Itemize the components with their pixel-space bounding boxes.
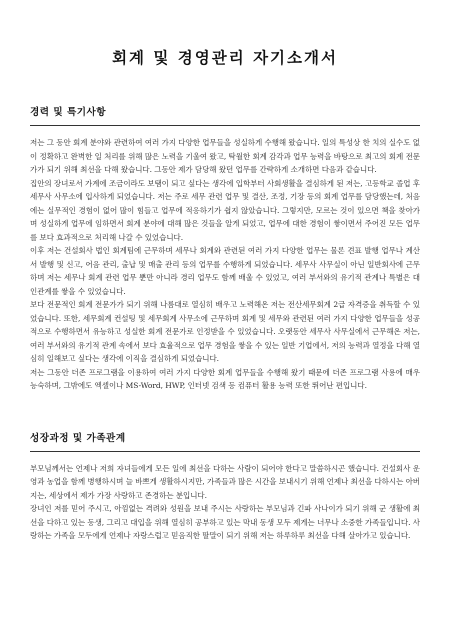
paragraph: 장녀인 저를 믿어 주시고, 아낌없는 격려와 성원을 보내 주시는 사랑하는 부모님과 긴파 사나이가 되기 위해 군 생활에 최선을 다하고 있는 동생, 그리고 대입을 위해 열심히 공부하고 있는 막내 동생 모두 제게는 너무나 소중한 가족들입니다. 사랑하는 가족을 모두에게 언제나 자랑스럽고 믿음직한 딸말이 되기 위해 저는 하루하루 최선을 다해 살아가고 있습니다. [30, 504, 420, 540]
section-family [30, 430, 420, 543]
paragraph: 보다 전문적인 회계 전문가가 되기 위해 나름대로 열심히 배우고 노력해온 저는 전산세무회계 2급 자격증을 취득할 수 있었습니다. 또한, 세무회계 컨설팅 및 세무회계 사무소에 근무하며 회계 및 세무와 관련된 여러 가지 다양한 업무들을 성공적으로 수행하면서 유능하고 성실한 회계 전문가로 인정받을 수 있었습니다. 오랫동안 세무사 사무실에서 근무해온 저는, 여러 부서와의 유기적 관계 속에서 보다 효율적으로 업무 경험을 쌓을 수 있는 일반 기업에서, 저의 능력과 열정을 다해 열심히 일해보고 싶다는 생각에 이직을 결심하게 되었습니다. [30, 300, 420, 363]
document-title: 회계 및 경영관리 자기소개서 [112, 48, 338, 67]
section-heading-career: 경력 및 특기사항 [30, 107, 107, 118]
section-divider [30, 125, 420, 126]
paragraph: 이후 저는 건설회사 법인 회계팀에 근무하며 세무나 회계와 관련된 여러 가지 다양한 업무는 물론 견표 발행 업무나 계산서 발행 및 신고, 어음 관리, 출납 및 매출 관리 등의 업무를 수행하게 되었습니다. 세무사 사무실이 아닌 일반회사에 근무하며 저는 세무나 회계 관련 업무 뿐만 아니라 경리 업무도 함께 배울 수 있었고, 여러 부서와의 유기적 관계나 특별은 대인관계를 쌓을 수 있었습니다. [30, 246, 420, 296]
section-divider [30, 451, 420, 452]
section-heading-family: 성장과정 및 가족관계 [30, 432, 126, 444]
paragraph: 부모님께서는 언제나 저희 자녀들에게 모든 일에 최선을 다하는 사람이 되어야 한다고 말씀하시곤 했습니다. 건설회사 운영과 농업을 함께 병행하시며 늘 바쁘게 생활하시지만, 가족들과 많은 시간을 보내시기 위해 언제나 최선을 다하시는 아버지는, 세상에서 제가 가장 사랑하고 존경하는 분입니다. [30, 463, 420, 500]
paragraph: 집안의 장녀로서 가계에 조금이라도 보탬이 되고 싶다는 생각에 입학부터 사회생활을 결심하게 된 저는, 고등학교 졸업 후 세무사 사무소에 입사하게 되었습니다. 저는 주로 세무 관련 업무 및 결산, 조정, 기장 등의 회계 업무를 담당했는데, 처음에는 실무적인 경험이 없어 많이 힘들고 업무에 적응하기가 쉽지 않았습니다. 그렇지만, 모르는 것이 있으면 책을 찾아가며 성실하게 업무에 임하면서 회계 분야에 대해 많은 것들을 알게 되었고, 업무에 대한 경험이 쌓이면서 주어진 모든 업무를 보다 효과적으로 처리해 나갈 수 있었습니다. [30, 178, 420, 242]
paragraph: 저는 그 동안 회계 분야와 관련하여 여러 가지 다양한 업무들을 성실하게 수행해 왔습니다. 일의 특성상 한 치의 실수도 없이 정확하고 완벽한 일 처리를 위해 많은 노력을 기울여 왔고, 탁월한 회계 감각과 업무 능력을 바탕으로 최고의 회계 전문가가 되기 위해 최선을 다해 왔습니다. 그동안 제가 담당해 왔던 업무를 간략하게 소개하면 다음과 같습니다. [30, 138, 420, 174]
paragraph: 저는 그동안 더존 프로그램을 이용하여 여러 가지 다양한 회계 업무들을 수행해 왔기 때문에 더존 프로그램 사용에 매우 능숙하며, 그밖에도 엑셀이나 MS-Word, HWP, 인터넷 검색 등 컴퓨터 활용 능력 또한 뛰어난 편입니다. [30, 367, 420, 390]
section-career [30, 104, 420, 393]
